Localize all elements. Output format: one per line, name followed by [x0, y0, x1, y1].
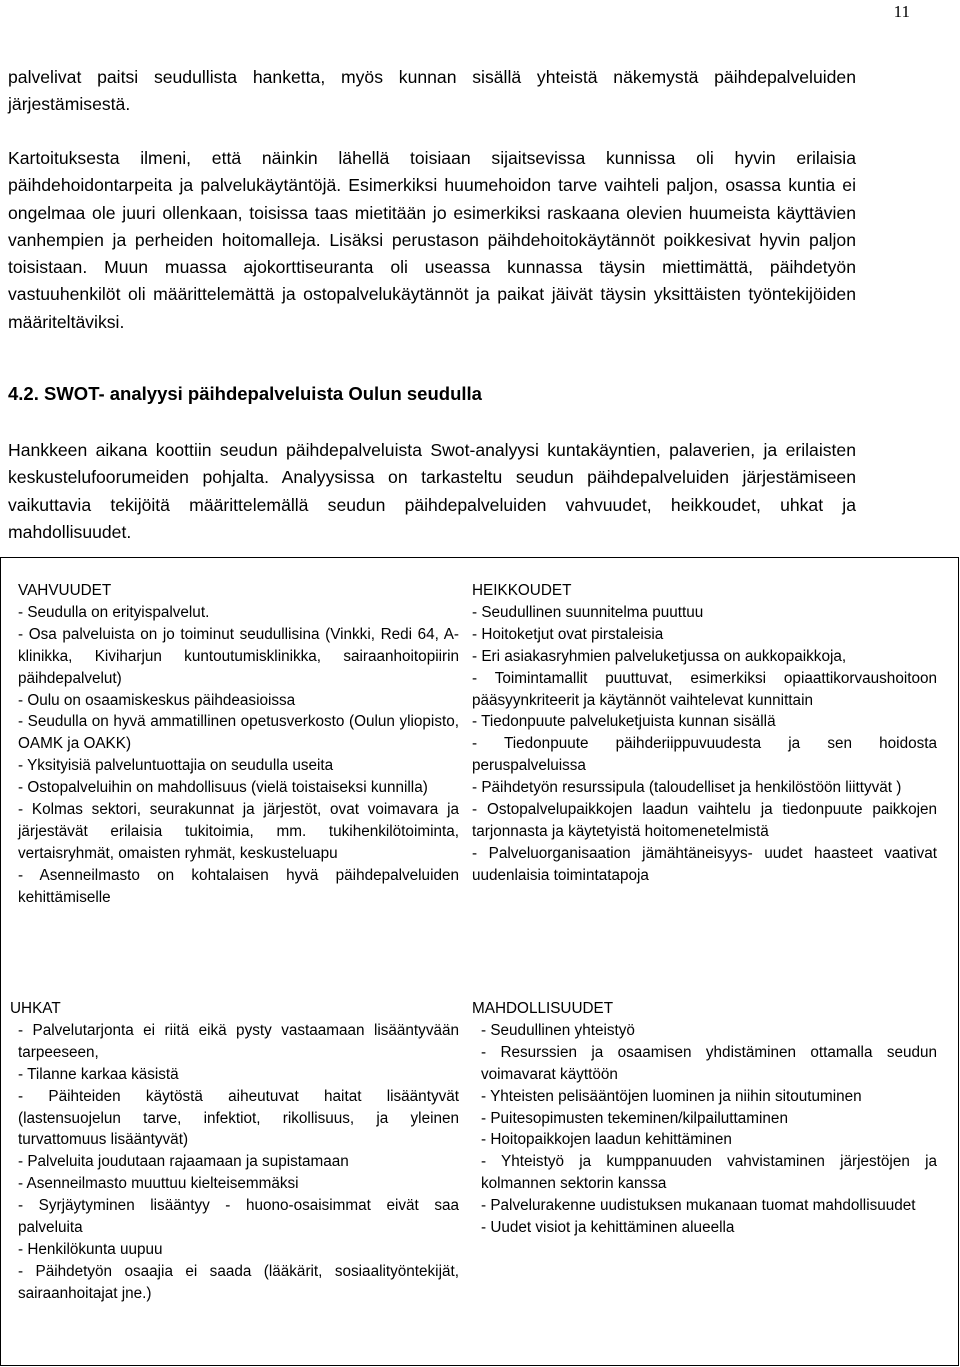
opportunity-item: - Puitesopimusten tekeminen/kilpailuttaminen	[481, 1109, 788, 1127]
opportunity-item: - Hoitopaikkojen laadun kehittäminen	[481, 1131, 732, 1149]
threat-item: - Päihteiden käytöstä aiheutuvat haitat lisääntyvät (lastensuojelun tarve, infektiot, rikollisuus, ja yleinen turvattomuus lisääntyvät)	[18, 1087, 459, 1149]
opportunity-item: - Seudullinen yhteistyö	[481, 1021, 635, 1039]
swot-opportunities	[472, 998, 937, 1239]
findings-paragraph: Kartoituksesta ilmeni, että näinkin lähellä toisiaan sijaitsevissa kunnissa oli hyvin erilaisia päihdehoidontarpeita ja palvelukäytäntöjä. Esimerkiksi huumehoidon tarve vaihteli paljon, osassa kuntia ei ongelmaa ole juuri ollenkaan, toisissa taas mietitään jo esimerkiksi raskaana olevien huumeista käyttävien vanhempien ja perheiden hoitomalleja. Lisäksi perustason päihdehoitokäytännöt poikkesivat hyvin paljon toisistaan. Muun muassa ajokorttiseuranta oli useassa kunnassa täysin miettimättä, päihdetyön vastuuhenkilöt oli määrittelemättä ja ostopalvelukäytännöt ja paikat jäivät täysin yksittäisten työntekijöiden määriteltäviksi.	[8, 148, 856, 332]
threat-item: - Syrjäytyminen lisääntyy - huono-osaisimmat eivät saa palveluita	[18, 1197, 459, 1237]
threat-item: - Päihdetyön osaajia ei saada (lääkärit, sosiaalityöntekijät, sairaanhoitajat jne.)	[18, 1262, 459, 1302]
weakness-item: - Palveluorganisaation jämähtäneisyys- uudet haasteet vaativat uudenlaisia toimintatapoja	[472, 844, 937, 884]
opportunity-item: - Uudet visiot ja kehittäminen alueella	[481, 1219, 735, 1237]
weakness-item: - Eri asiakasryhmien palveluketjussa on aukkopaikkoja,	[472, 647, 847, 665]
weakness-item: - Seudullinen suunnitelma puuttuu	[472, 603, 704, 621]
strength-item: - Seudulla on hyvä ammatillinen opetusverkosto (Oulun yliopisto, OAMK ja OAKK)	[18, 713, 459, 753]
weaknesses-title: HEIKKOUDET	[472, 582, 572, 599]
threat-item: - Asenneilmasto muuttuu kielteisemmäksi	[18, 1175, 299, 1193]
swot-weaknesses	[472, 580, 937, 887]
strength-item: - Seudulla on erityispalvelut.	[18, 603, 210, 621]
threats-title: UHKAT	[10, 1000, 61, 1017]
weakness-item: - Toimintamallit puuttuvat, esimerkiksi opiaattikorvaushoitoon pääsyynkriteerit ja käytännöt vaihtelevat kunnittain	[472, 669, 937, 709]
strengths-title: VAHVUUDET	[18, 582, 112, 599]
threat-item: - Palvelutarjonta ei riitä eikä pysty vastaamaan lisääntyvään tarpeeseen,	[18, 1021, 459, 1061]
weakness-item: - Tiedonpuute päihderiippuvuudesta ja sen hoidosta peruspalveluissa	[472, 735, 937, 775]
strength-item: - Oulu on osaamiskeskus päihdeasioissa	[18, 691, 296, 709]
strength-item: - Asenneilmasto on kohtalaisen hyvä päihdepalveluiden kehittämiselle	[18, 866, 459, 906]
weakness-item: - Ostopalvelupaikkojen laadun vaihtelu ja tiedonpuute paikkojen tarjonnasta ja käytetyistä hoitomenetelmistä	[472, 801, 937, 840]
weakness-item: - Tiedonpuute palveluketjuista kunnan sisällä	[472, 713, 776, 731]
strength-item: - Yksityisiä palveluntuottajia on seudulla useita	[18, 757, 334, 775]
threat-item: - Palveluita joudutaan rajaamaan ja supistamaan	[18, 1153, 349, 1171]
swot-threats	[10, 998, 459, 1305]
threat-item: - Henkilökunta uupuu	[18, 1240, 163, 1258]
threat-item: - Tilanne karkaa käsistä	[18, 1065, 179, 1083]
swot-strengths	[18, 580, 459, 909]
intro-paragraph: palvelivat paitsi seudullista hanketta, myös kunnan sisällä yhteistä näkemystä päihdepalveluiden järjestämisestä.	[8, 67, 856, 115]
weakness-item: - Päihdetyön resurssipula (taloudelliset ja henkilöstöön liittyvät )	[472, 779, 902, 797]
page-number: 11	[893, 2, 910, 21]
swot-table	[0, 557, 959, 1366]
strength-item: - Kolmas sektori, seurakunnat ja järjestöt, ovat voimavara ja järjestävät erilaisia tukitoimia, mm. tukihenkilötoiminta, vertaisryhmät, omaisten ryhmät, keskusteluapu	[18, 801, 459, 862]
strength-item: - Ostopalveluihin on mahdollisuus (vielä toistaiseksi kunnilla)	[18, 779, 428, 797]
swot-intro-paragraph: Hankkeen aikana koottiin seudun päihdepalveluista Swot-analyysi kuntakäyntien, palaverien, ja erilaisten keskustelufoorumeiden pohjalta. Analyysissa on tarkasteltu seudun päihdepalveluiden järjestämiseen vaikuttavia tekijöitä määrittelemällä seudun päihdepalveluiden vahvuudet, heikkoudet, uhkat ja mahdollisuudet.	[8, 440, 856, 542]
section-heading: 4.2. SWOT- analyysi päihdepalveluista Oulun seudulla	[8, 383, 482, 404]
strength-item: - Osa palveluista on jo toiminut seudullisina (Vinkki, Redi 64, A-klinikka, Kiviharjun kuntoutumisklinikka, sairaanhoitopiirin päihdepalvelut)	[18, 625, 459, 687]
weakness-item: - Hoitoketjut ovat pirstaleisia	[472, 625, 664, 643]
opportunity-item: - Resurssien ja osaamisen yhdistäminen ottamalla seudun voimavarat käyttöön	[481, 1043, 937, 1083]
opportunity-item: - Yhteistyö ja kumppanuuden vahvistaminen järjestöjen ja kolmannen sektorin kanssa	[481, 1153, 937, 1193]
opportunity-item: - Palvelurakenne uudistuksen mukanaan tuomat mahdollisuudet	[481, 1197, 916, 1215]
opportunity-item: - Yhteisten pelisääntöjen luominen ja niihin sitoutuminen	[481, 1087, 862, 1105]
opportunities-title: MAHDOLLISUUDET	[472, 1000, 614, 1017]
